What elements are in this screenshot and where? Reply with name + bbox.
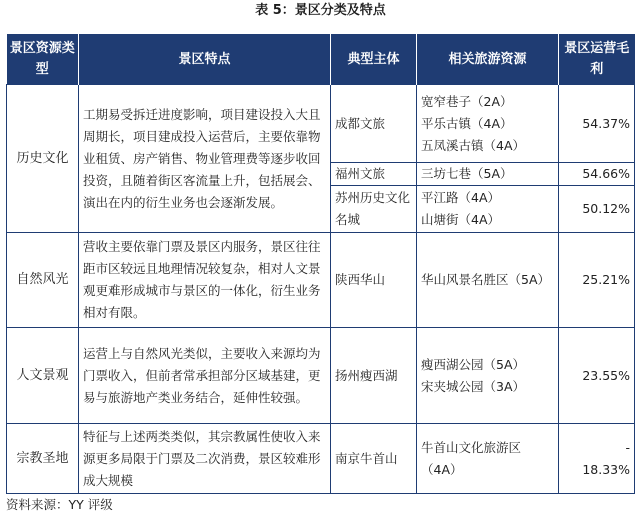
- margin-cell: [559, 424, 635, 494]
- resource-item: 五凤溪古镇（4A）: [421, 137, 526, 153]
- table-row: [7, 328, 635, 424]
- source-note: 资料来源：YY 评级: [6, 497, 113, 512]
- margin-dash: -: [625, 439, 630, 455]
- feature-cell: 运营上与自然风光类似，主要收入来源均为门票收入，但前者常承担部分区域基建，更易与旅游地产类业务结合，延伸性较强。: [79, 328, 331, 424]
- subject-cell: 陕西华山: [331, 233, 417, 328]
- category-cell: 自然风光: [7, 233, 79, 328]
- margin-cell: 54.66%: [559, 163, 635, 186]
- table-row: [7, 424, 635, 494]
- margin-cell: 54.37%: [559, 85, 635, 163]
- resource-item: 三坊七巷（5A）: [421, 166, 513, 181]
- table-row: [7, 85, 635, 163]
- feature-cell: 营收主要依靠门票及景区内服务，景区往往距市区较远且地理情况较复杂，相对人文景观更难形成城市与景区的一体化，衍生业务相对有限。: [79, 233, 331, 328]
- subject-cell: 苏州历史文化名城: [331, 186, 417, 233]
- header-margin: 景区运营毛利: [559, 34, 635, 85]
- scenic-classification-table: [6, 34, 635, 494]
- subject-cell: 南京牛首山: [331, 424, 417, 494]
- table-header-row: [7, 34, 635, 85]
- margin-cell: 23.55%: [559, 328, 635, 424]
- subject-cell: 福州文旅: [331, 163, 417, 186]
- header-feature: 景区特点: [79, 34, 331, 85]
- resources-cell: [417, 186, 559, 233]
- resource-item: 瘦西湖公园（5A）: [421, 356, 526, 372]
- subject-cell: 扬州瘦西湖: [331, 328, 417, 424]
- margin-value: 18.33%: [582, 461, 630, 477]
- resource-item: 平江路（4A）: [421, 190, 501, 205]
- category-cell: 人文景观: [7, 328, 79, 424]
- resources-cell: [417, 233, 559, 328]
- table-row: [7, 233, 635, 328]
- feature-cell: 工期易受拆迁进度影响，项目建设投入大且周期长，项目建成投入运营后，主要依靠物业租赁、房产销售、物业管理费等逐步收回投资，且随着街区客流量上升，包括展会、演出在内的衍生业务也会逐渐发展。: [79, 85, 331, 233]
- header-subject: 典型主体: [331, 34, 417, 85]
- resource-item: 牛首山文化旅游区（4A）: [421, 439, 522, 477]
- resource-item: 宋夹城公园（3A）: [421, 378, 526, 394]
- resource-item: 华山风景名胜区（5A）: [421, 272, 551, 287]
- resource-item: 平乐古镇（4A）: [421, 115, 513, 131]
- resource-item: 山塘街（4A）: [421, 212, 501, 227]
- resources-cell: [417, 424, 559, 494]
- table-caption: 表 5：景区分类及特点: [255, 3, 386, 18]
- feature-cell: 特征与上述两类类似，其宗教属性使收入来源更多局限于门票及二次消费，景区较难形成大规模: [79, 424, 331, 494]
- resources-cell: [417, 85, 559, 163]
- category-cell: 宗教圣地: [7, 424, 79, 494]
- header-category: 景区资源类型: [7, 34, 79, 85]
- margin-cell: 50.12%: [559, 186, 635, 233]
- resource-item: 宽窄巷子（2A）: [421, 93, 513, 109]
- category-cell: 历史文化: [7, 85, 79, 233]
- margin-cell: 25.21%: [559, 233, 635, 328]
- subject-cell: 成都文旅: [331, 85, 417, 163]
- resources-cell: [417, 163, 559, 186]
- header-resources: 相关旅游资源: [417, 34, 559, 85]
- resources-cell: [417, 328, 559, 424]
